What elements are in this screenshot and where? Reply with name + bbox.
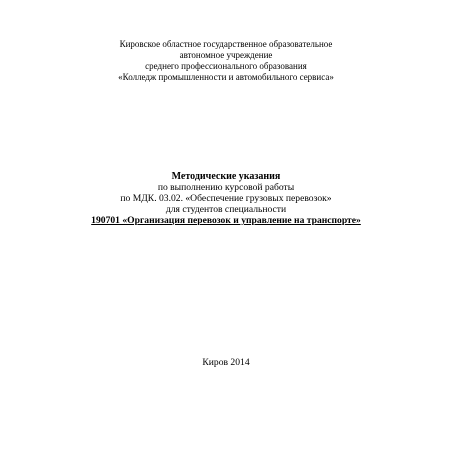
institution-line-2: автономное учреждение <box>179 50 273 60</box>
city-year: Киров 2014 <box>202 357 250 368</box>
document-title: Методические указания <box>171 171 281 182</box>
institution-header <box>0 39 452 83</box>
institution-line-1: Кировское областное государственное образовательное <box>119 39 333 49</box>
city-year-footer <box>0 357 452 368</box>
title-line-2: по выполнению курсовой работы <box>157 182 295 193</box>
document-title-block <box>0 171 452 226</box>
specialty-line: 190701 «Организация перевозок и управление на транспорте» <box>91 215 361 226</box>
institution-line-3: среднего профессионального образования <box>145 61 307 71</box>
title-line-4: для студентов специальности <box>165 204 287 215</box>
title-line-3: по МДК. 03.02. «Обеспечение грузовых перевозок» <box>120 193 332 204</box>
institution-line-4: «Колледж промышленности и автомобильного сервиса» <box>118 72 334 82</box>
